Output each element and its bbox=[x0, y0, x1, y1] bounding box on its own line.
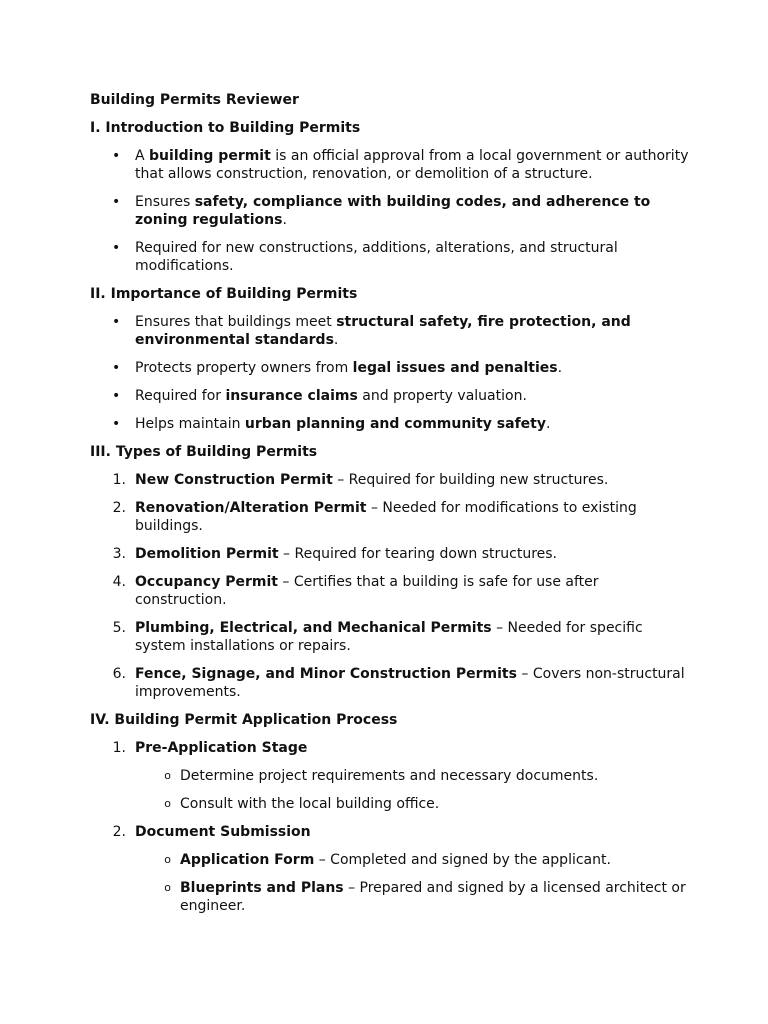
list-item-text bbox=[135, 740, 307, 756]
list-item bbox=[90, 573, 690, 609]
bullet-marker: • bbox=[112, 314, 121, 330]
list-item bbox=[90, 739, 690, 813]
text-run: – Covers non-structural improvements. bbox=[135, 666, 685, 700]
bullet-marker: • bbox=[112, 388, 121, 404]
list-item bbox=[90, 313, 690, 349]
bold-text: Occupancy Permit bbox=[135, 574, 278, 590]
list-item-text bbox=[135, 388, 527, 404]
section-list bbox=[90, 147, 690, 275]
text-run: . bbox=[557, 360, 563, 376]
text-run: Ensures that buildings meet bbox=[135, 314, 337, 330]
bold-text: New Construction Permit bbox=[135, 472, 333, 488]
bold-text: building permit bbox=[149, 148, 271, 164]
text-run: – Required for tearing down structures. bbox=[278, 546, 558, 562]
bullet-marker: • bbox=[112, 360, 121, 376]
list-item bbox=[90, 359, 690, 377]
section-heading: III. Types of Building Permits bbox=[90, 444, 318, 460]
sub-list-item-text bbox=[180, 768, 598, 784]
bullet-marker: • bbox=[112, 240, 121, 256]
text-run: . bbox=[333, 332, 339, 348]
bold-text: insurance claims bbox=[225, 388, 358, 404]
bullet-marker: • bbox=[112, 148, 121, 164]
list-item-text bbox=[135, 314, 631, 348]
text-run: . bbox=[282, 212, 287, 228]
list-number: 2. bbox=[112, 824, 126, 840]
list-number: 4. bbox=[112, 574, 126, 590]
list-item-text bbox=[135, 360, 562, 376]
document-body bbox=[90, 91, 690, 925]
bold-text: Application Form bbox=[180, 852, 315, 868]
list-item bbox=[90, 823, 690, 915]
sub-list-item-text bbox=[180, 880, 686, 914]
sub-list-item bbox=[135, 767, 690, 785]
sub-list-item bbox=[135, 879, 690, 915]
text-run: Protects property owners from bbox=[135, 360, 353, 376]
text-run: . bbox=[545, 416, 551, 432]
sub-list-item-text bbox=[180, 852, 611, 868]
list-item bbox=[90, 545, 690, 563]
text-run: Helps maintain bbox=[135, 416, 245, 432]
bullet-marker: • bbox=[112, 416, 121, 432]
text-run: is an official approval from a local government or authority that allows construction, renovation, or demolition of a structure. bbox=[135, 148, 689, 182]
list-number: 1. bbox=[112, 740, 126, 756]
sub-bullet-marker: o bbox=[164, 769, 171, 782]
bold-text: Document Submission bbox=[135, 824, 311, 840]
text-run: – Certifies that a building is safe for use after construction. bbox=[135, 574, 599, 608]
list-item bbox=[90, 193, 690, 229]
list-number: 6. bbox=[112, 666, 126, 682]
list-item bbox=[90, 665, 690, 701]
bold-text: urban planning and community safety bbox=[244, 416, 546, 432]
list-item-text bbox=[135, 472, 608, 488]
list-item-text bbox=[135, 194, 650, 228]
text-run: Consult with the local building office. bbox=[180, 796, 440, 812]
document-title: Building Permits Reviewer bbox=[90, 92, 299, 108]
text-run: – Prepared and signed by a licensed architect or engineer. bbox=[180, 880, 686, 914]
bold-text: Renovation/Alteration Permit bbox=[135, 500, 367, 516]
list-item-text bbox=[135, 240, 618, 274]
list-item-text bbox=[135, 416, 550, 432]
sub-list-item-text bbox=[180, 796, 439, 812]
sub-bullet-marker: o bbox=[164, 881, 171, 894]
section-list bbox=[90, 471, 690, 701]
bold-text: structural safety, fire protection, and environmental standards bbox=[135, 314, 631, 348]
bold-text: Pre-Application Stage bbox=[135, 740, 308, 756]
list-item bbox=[90, 387, 690, 405]
list-item bbox=[90, 499, 690, 535]
text-run: – Needed for modifications to existing buildings. bbox=[135, 500, 637, 534]
list-item-text bbox=[135, 666, 685, 700]
text-run: – Required for building new structures. bbox=[332, 472, 609, 488]
list-item-text bbox=[135, 500, 637, 534]
bold-text: Fence, Signage, and Minor Construction Permits bbox=[135, 666, 517, 682]
list-number: 1. bbox=[112, 472, 126, 488]
list-item-text bbox=[135, 824, 311, 840]
list-number: 3. bbox=[112, 546, 126, 562]
text-run: Required for bbox=[135, 388, 226, 404]
list-item-text bbox=[135, 620, 643, 654]
bold-text: Blueprints and Plans bbox=[180, 880, 344, 896]
bold-text: legal issues and penalties bbox=[352, 360, 558, 376]
sub-bullet-marker: o bbox=[164, 853, 171, 866]
text-run: Ensures bbox=[135, 194, 195, 210]
section-list bbox=[90, 739, 690, 915]
bullet-marker: • bbox=[112, 194, 121, 210]
list-item-text bbox=[135, 546, 557, 562]
sub-list-item bbox=[135, 851, 690, 869]
section-heading: IV. Building Permit Application Process bbox=[90, 712, 398, 728]
text-run: Required for new constructions, additions, alterations, and structural modifications. bbox=[135, 240, 618, 274]
sub-list-item bbox=[135, 795, 690, 813]
text-run: and property valuation. bbox=[357, 388, 527, 404]
bold-text: safety, compliance with building codes, and adherence to zoning regulations bbox=[135, 194, 651, 228]
text-run: – Completed and signed by the applicant. bbox=[314, 852, 611, 868]
text-run: Determine project requirements and necessary documents. bbox=[180, 768, 599, 784]
list-number: 5. bbox=[112, 620, 126, 636]
bold-text: Demolition Permit bbox=[135, 546, 279, 562]
bold-text: Plumbing, Electrical, and Mechanical Permits bbox=[135, 620, 492, 636]
sub-list bbox=[135, 767, 690, 813]
section-heading: I. Introduction to Building Permits bbox=[90, 120, 361, 136]
list-item bbox=[90, 471, 690, 489]
sub-list bbox=[135, 851, 690, 915]
text-run: – Needed for specific system installations or repairs. bbox=[135, 620, 643, 654]
list-number: 2. bbox=[112, 500, 126, 516]
list-item bbox=[90, 147, 690, 183]
list-item-text bbox=[135, 574, 599, 608]
section-list bbox=[90, 313, 690, 433]
list-item bbox=[90, 239, 690, 275]
sub-bullet-marker: o bbox=[164, 797, 171, 810]
section-heading: II. Importance of Building Permits bbox=[90, 286, 358, 302]
text-run: A bbox=[135, 148, 150, 164]
list-item-text bbox=[135, 148, 688, 182]
list-item bbox=[90, 619, 690, 655]
list-item bbox=[90, 415, 690, 433]
